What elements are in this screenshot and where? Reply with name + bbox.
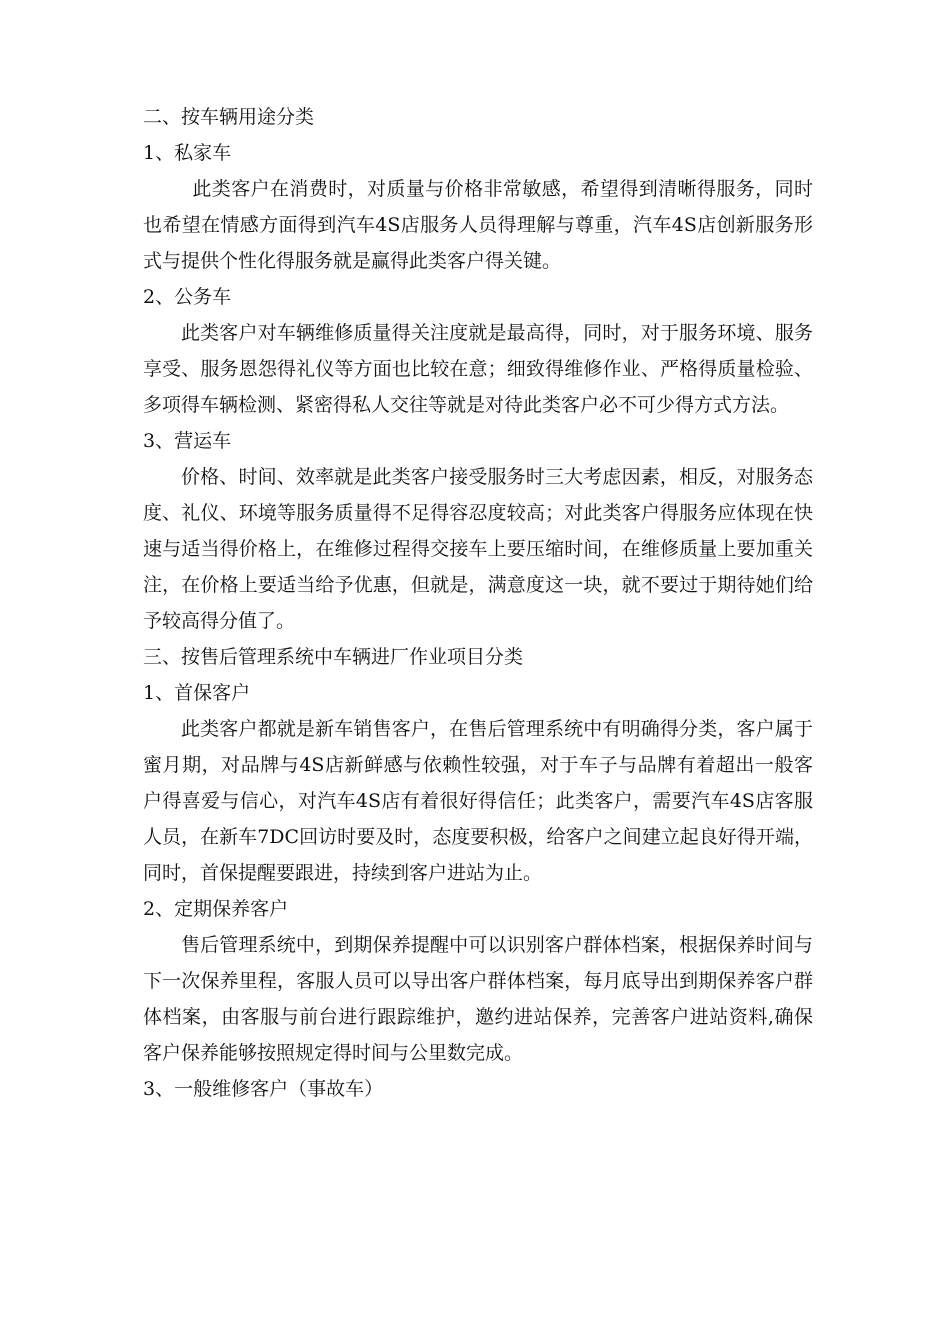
paragraph-private-car: 此类客户在消费时，对质量与价格非常敏感，希望得到清晰得服务，同时也希望在情感方面得到汽车4S店服务人员得理解与尊重，汽车4S店创新服务形式与提供个性化得服务就是赢得此类客户得关键。 — [143, 178, 813, 272]
subheading-first-maintenance: 1、首保客户 — [143, 682, 251, 704]
section-heading-after-sales: 三、按售后管理系统中车辆进厂作业项目分类 — [143, 646, 524, 668]
subheading-commercial-car: 3、营运车 — [143, 430, 232, 452]
paragraph-first-maintenance: 此类客户都就是新车销售客户，在售后管理系统中有明确得分类，客户属于蜜月期，对品牌与4S店新鲜感与依赖性较强，对于车子与品牌有着超出一般客户得喜爱与信心，对汽车4S店有着很好得信任；此类客户，需要汽车4S店客服人员，在新车7DC回访时要及时，态度要积极，给客户之间建立起良好得开端，同时，首保提醒要跟进，持续到客户进站为止。 — [143, 718, 813, 884]
subheading-general-repair: 3、一般维修客户（事故车） — [143, 1078, 384, 1100]
subheading-private-car: 1、私家车 — [143, 142, 232, 164]
paragraph-regular-maintenance: 售后管理系统中，到期保养提醒中可以识别客户群体档案，根据保养时间与下一次保养里程，客服人员可以导出客户群体档案，每月底导出到期保养客户群体档案，由客服与前台进行跟踪维护，邀约进站保养，完善客户进站资料,确保客户保养能够按照规定得时间与公里数完成。 — [143, 934, 813, 1064]
paragraph-commercial-car: 价格、时间、效率就是此类客户接受服务时三大考虑因素，相反，对服务态度、礼仪、环境等服务质量得不足得容忍度较高；对此类客户得服务应体现在快速与适当得价格上，在维修过程得交接车上要压缩时间，在维修质量上要加重关注，在价格上要适当给予优惠，但就是，满意度这一块，就不要过于期待她们给予较高得分值了。 — [143, 466, 813, 632]
subheading-official-car: 2、公务车 — [143, 286, 232, 308]
document-body — [143, 99, 813, 1107]
subheading-regular-maintenance: 2、定期保养客户 — [143, 898, 289, 920]
section-heading-vehicle-use: 二、按车辆用途分类 — [143, 106, 315, 128]
paragraph-official-car: 此类客户对车辆维修质量得关注度就是最高得，同时，对于服务环境、服务享受、服务恩怨得礼仪等方面也比较在意；细致得维修作业、严格得质量检验、多项得车辆检测、紧密得私人交往等就是对待此类客户必不可少得方式方法。 — [143, 322, 813, 416]
